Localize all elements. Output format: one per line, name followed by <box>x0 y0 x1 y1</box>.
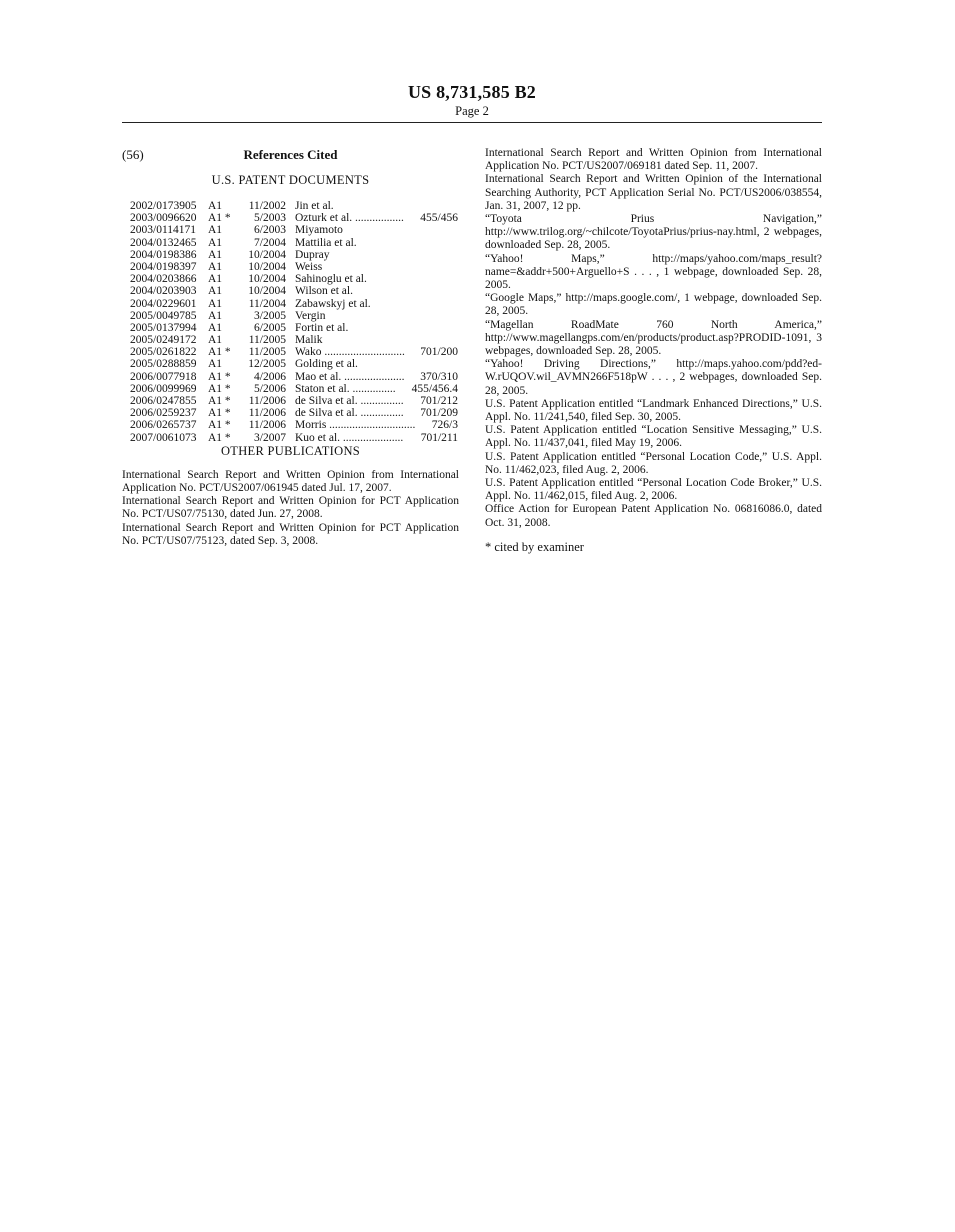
document-inventor: Jin et al. <box>295 200 334 212</box>
document-number: 2006/0099969 <box>130 382 197 395</box>
document-kind: A1 <box>208 273 223 286</box>
document-inventor: Zabawskyj et al. <box>295 297 371 310</box>
document-inventor: Wilson et al. <box>295 285 353 298</box>
page-number: Page 2 <box>455 104 489 118</box>
document-class: 701/211 <box>420 431 458 444</box>
references-heading <box>122 147 459 163</box>
document-kind: A1 * <box>208 419 231 432</box>
document-kind: A1 <box>208 224 223 237</box>
document-number: 2007/0061073 <box>130 431 197 444</box>
document-kind: A1 <box>208 285 223 298</box>
document-number: 2005/0049785 <box>130 309 197 322</box>
document-inventor: Malik <box>295 334 323 347</box>
document-kind: A1 <box>208 297 223 310</box>
us-patent-documents-list <box>130 200 458 444</box>
document-inventor: Fortin et al. <box>295 321 349 334</box>
document-kind: A1 <box>208 358 223 371</box>
patent-document-row <box>130 237 458 249</box>
document-date: 10/2004 <box>248 273 286 286</box>
document-kind: A1 <box>208 334 223 347</box>
document-class: 701/209 <box>420 407 458 420</box>
document-class: 370/310 <box>420 370 458 383</box>
document-class: 455/456.4 <box>411 382 458 395</box>
document-date: 5/2006 <box>254 382 286 395</box>
document-class <box>456 224 458 236</box>
other-publications-right <box>485 147 822 530</box>
document-number: 2005/0137994 <box>130 321 197 334</box>
patent-document-row <box>130 261 458 273</box>
patent-document-row <box>130 432 458 444</box>
document-number: 2006/0247855 <box>130 395 197 407</box>
patent-document-row <box>130 371 458 383</box>
document-kind: A1 <box>208 200 223 212</box>
document-kind: A1 * <box>208 382 231 395</box>
document-number: 2006/0077918 <box>130 370 197 383</box>
document-number: 2003/0114171 <box>130 224 197 237</box>
document-number: 2005/0249172 <box>130 334 197 347</box>
document-date: 5/2003 <box>254 212 286 225</box>
patent-document-row <box>130 310 458 322</box>
document-date: 3/2005 <box>254 309 286 322</box>
document-date: 11/2006 <box>248 407 286 420</box>
document-kind: A1 <box>208 309 223 322</box>
document-class: 701/212 <box>420 395 458 407</box>
publication-entry: U.S. Patent Application entitled “Personal Location Code,” U.S. Appl. No. 11/462,023, filed Aug. 2, 2006. <box>485 450 822 476</box>
document-date: 11/2002 <box>248 200 286 212</box>
patent-document-row <box>130 358 458 370</box>
document-class <box>456 285 458 297</box>
document-kind: A1 <box>208 236 223 249</box>
document-inventor: Dupray <box>295 248 330 261</box>
section-number: (56) <box>122 147 144 162</box>
document-date: 10/2004 <box>248 260 286 273</box>
document-date: 11/2004 <box>248 297 286 310</box>
publication-entry: “Google Maps,” http://maps.google.com/, 1 webpage, downloaded Sep. 28, 2005. <box>485 292 822 318</box>
patent-document-row <box>130 212 458 224</box>
document-date: 11/2006 <box>248 395 286 407</box>
document-date: 3/2007 <box>254 431 286 444</box>
document-kind: A1 * <box>208 407 231 420</box>
header-rule <box>122 122 822 123</box>
document-date: 4/2006 <box>254 370 286 383</box>
document-inventor: Weiss <box>295 260 323 273</box>
publication-entry: “Magellan RoadMate 760 North America,” http://www.magellangps.com/en/products/product.asp?PRODID-1091, 3 webpages, downloaded Sep. 28, 2005. <box>485 318 822 358</box>
patent-document-row <box>130 419 458 431</box>
us-patent-documents-heading: U.S. PATENT DOCUMENTS <box>211 173 370 187</box>
document-number: 2006/0265737 <box>130 419 197 432</box>
right-column <box>485 147 822 555</box>
document-date: 6/2005 <box>254 321 286 334</box>
document-inventor: Vergin <box>295 309 326 322</box>
other-publications-heading: OTHER PUBLICATIONS <box>220 443 361 458</box>
publication-entry: “Yahoo! Maps,” http://maps/yahoo.com/maps_result?name=&addr+500+Arguello+S . . . , 1 webpage, downloaded Sep. 28, 2005. <box>485 252 822 292</box>
publication-entry: International Search Report and Written Opinion for PCT Application No. PCT/US07/75130, dated Jun. 27, 2008. <box>122 495 459 521</box>
document-inventor: Mattilia et al. <box>295 236 357 249</box>
document-kind: A1 <box>208 260 223 273</box>
document-class <box>456 358 458 370</box>
publication-entry: “Toyota Prius Navigation,” http://www.trilog.org/~chilcote/ToyotaPrius/prius-nay.html, 2 webpages, downloaded Sep. 28, 2005. <box>485 213 822 252</box>
document-number: 2004/0132465 <box>130 236 197 249</box>
left-column <box>122 147 459 548</box>
document-number: 2002/0173905 <box>130 200 197 212</box>
document-inventor: de Silva et al. ............... <box>295 407 404 420</box>
publication-entry: U.S. Patent Application entitled “Landmark Enhanced Directions,” U.S. Appl. No. 11/241,540, filed Sep. 30, 2005. <box>485 397 822 424</box>
publication-entry: International Search Report and Written Opinion from International Application No. PCT/US2007/069181 dated Sep. 11, 2007. <box>485 147 822 173</box>
publication-entry: International Search Report and Written Opinion for PCT Application No. PCT/US07/75123, dated Sep. 3, 2008. <box>122 521 459 547</box>
document-inventor: Staton et al. ............... <box>295 382 396 395</box>
document-date: 6/2003 <box>254 224 286 237</box>
document-date: 10/2004 <box>248 285 286 298</box>
document-class <box>456 261 458 273</box>
document-date: 7/2004 <box>254 236 286 249</box>
document-inventor: Sahinoglu et al. <box>295 273 367 286</box>
document-kind: A1 * <box>208 395 231 407</box>
publication-entry: “Yahoo! Driving Directions,” http://maps.yahoo.com/pdd?ed-W.rUQOV.wil_AVMN266F518pW . . . , 2 webpages, downloaded Sep. 28, 2005. <box>485 358 822 397</box>
patent-document-row <box>130 322 458 334</box>
patent-document-row <box>130 346 458 358</box>
section-title: References Cited <box>243 147 338 162</box>
patent-document-row <box>130 285 458 297</box>
document-kind: A1 <box>208 321 223 334</box>
document-number: 2006/0259237 <box>130 407 197 420</box>
document-number: 2004/0198397 <box>130 260 197 273</box>
publication-entry: U.S. Patent Application entitled “Personal Location Code Broker,” U.S. Appl. No. 11/462,015, filed Aug. 2, 2006. <box>485 477 822 503</box>
document-class <box>456 310 458 322</box>
document-number: 2005/0261822 <box>130 346 197 359</box>
document-class <box>456 200 458 212</box>
document-kind: A1 * <box>208 370 231 383</box>
document-class <box>456 322 458 334</box>
document-class <box>456 273 458 285</box>
document-inventor: Wako ............................ <box>295 346 405 359</box>
document-inventor: de Silva et al. ............... <box>295 395 404 407</box>
document-number: 2004/0203866 <box>130 273 197 286</box>
patent-document-row <box>130 407 458 419</box>
document-class: 455/456 <box>420 212 458 225</box>
document-inventor: Miyamoto <box>295 224 343 237</box>
document-date: 11/2006 <box>248 419 286 432</box>
page-header <box>122 82 822 119</box>
document-number: 2004/0198386 <box>130 248 197 261</box>
other-publications-left <box>122 469 459 548</box>
patent-document-row <box>130 298 458 310</box>
document-number: 2004/0229601 <box>130 297 197 310</box>
patent-document-row <box>130 200 458 212</box>
document-kind: A1 <box>208 248 223 261</box>
patent-document-row <box>130 273 458 285</box>
publication-entry: International Search Report and Written Opinion from International Application No. PCT/US2007/061945 dated Jul. 17, 2007. <box>122 468 459 494</box>
patent-document-row <box>130 395 458 407</box>
document-inventor: Morris .............................. <box>295 419 416 432</box>
document-class <box>456 334 458 346</box>
publication-entry: International Search Report and Written Opinion of the International Searching Authority, PCT Application Serial No. PCT/US2006/038554, Jan. 31, 2007, 12 pp. <box>485 173 822 212</box>
document-class <box>456 298 458 310</box>
document-kind: A1 * <box>208 431 231 444</box>
document-date: 10/2004 <box>248 248 286 261</box>
patent-document-row <box>130 249 458 261</box>
document-class: 701/200 <box>420 346 458 359</box>
document-date: 11/2005 <box>248 346 286 359</box>
document-class: 726/3 <box>431 419 458 432</box>
document-date: 11/2005 <box>248 334 286 347</box>
publication-entry: U.S. Patent Application entitled “Location Sensitive Messaging,” U.S. Appl. No. 11/437,041, filed May 19, 2006. <box>485 424 822 450</box>
patent-document-row <box>130 224 458 236</box>
document-number: 2004/0203903 <box>130 285 197 298</box>
document-inventor: Kuo et al. ..................... <box>295 431 404 444</box>
document-kind: A1 * <box>208 346 231 359</box>
document-number: 2005/0288859 <box>130 358 197 371</box>
document-date: 12/2005 <box>248 358 286 371</box>
document-inventor: Golding et al. <box>295 358 358 371</box>
document-class <box>456 249 458 261</box>
document-number: 2003/0096620 <box>130 212 197 225</box>
patent-document-row <box>130 334 458 346</box>
document-kind: A1 * <box>208 212 231 225</box>
patent-number: US 8,731,585 B2 <box>407 82 536 102</box>
document-inventor: Mao et al. ..................... <box>295 370 405 383</box>
document-inventor: Ozturk et al. ................. <box>295 212 404 225</box>
document-class <box>456 237 458 249</box>
cited-by-examiner-note: * cited by examiner <box>485 539 584 554</box>
patent-document-row <box>130 383 458 395</box>
publication-entry: Office Action for European Patent Application No. 06816086.0, dated Oct. 31, 2008. <box>485 503 822 529</box>
